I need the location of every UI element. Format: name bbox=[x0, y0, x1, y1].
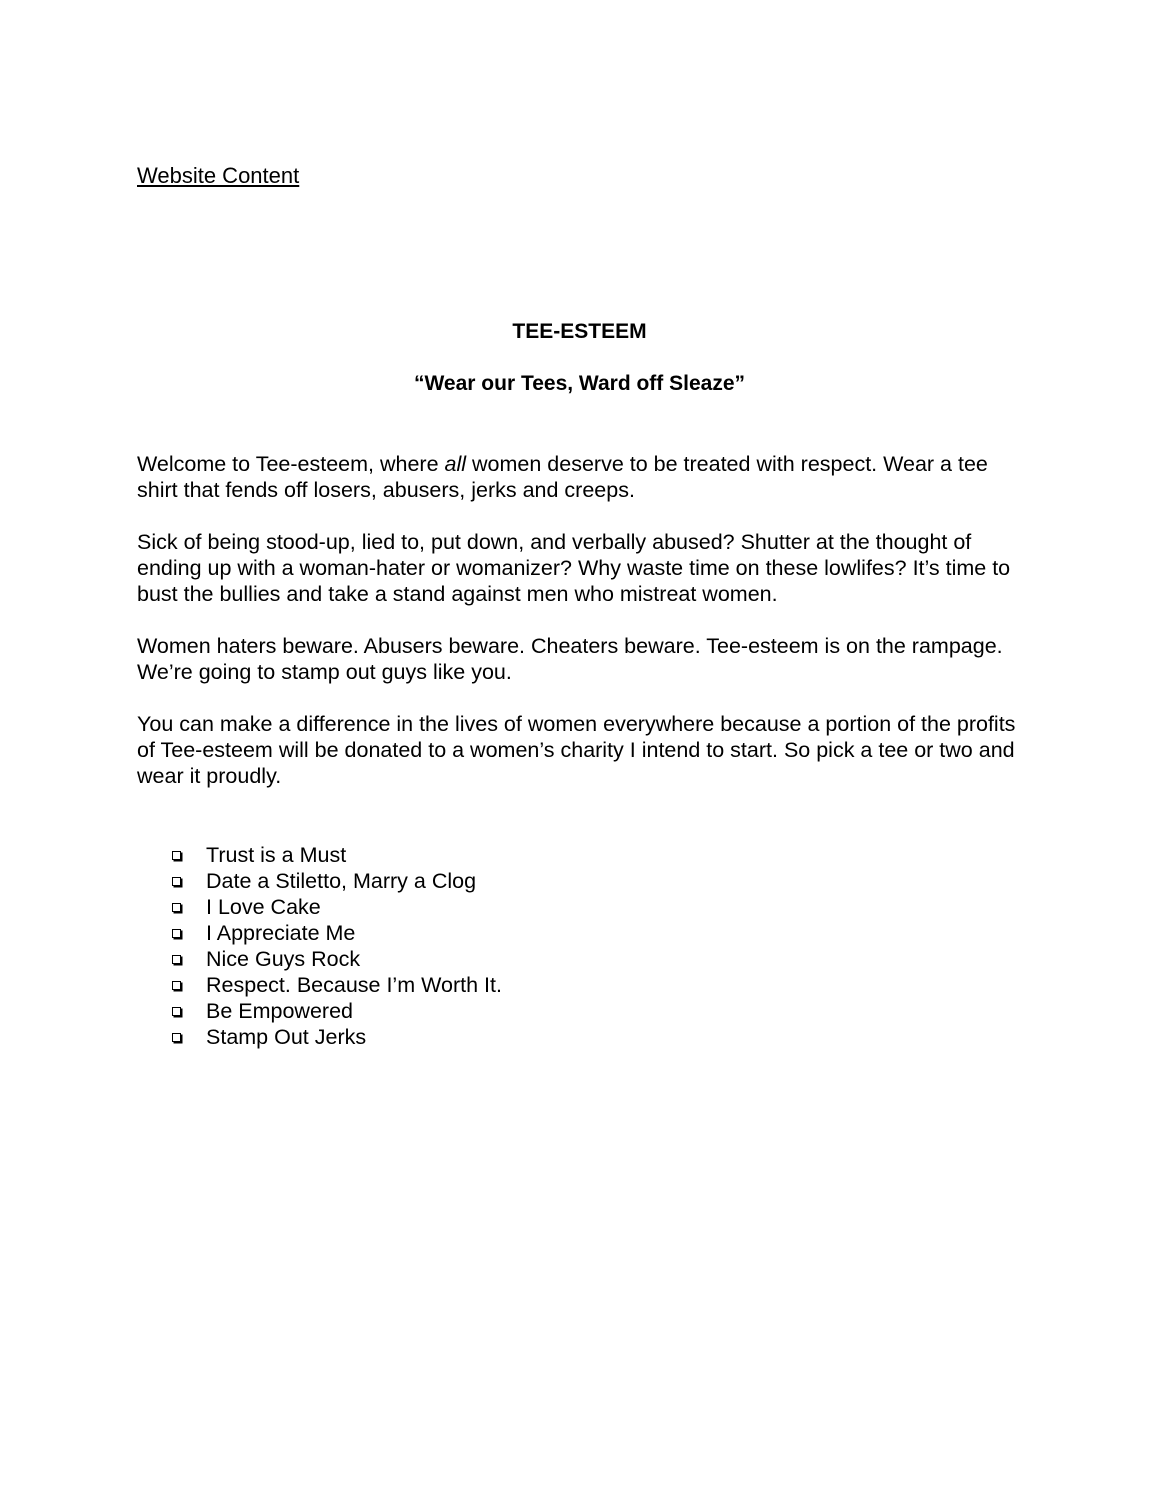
intro-text bbox=[137, 451, 1017, 815]
tee-list-item bbox=[170, 1024, 502, 1050]
charity-paragraph: You can make a difference in the lives of women everywhere because a portion of the profits of Tee-esteem will be donated to a women’s charity I intend to start. So pick a tee or two and wear it proudly. bbox=[137, 712, 1016, 788]
tee-name: Date a Stiletto, Marry a Clog bbox=[206, 869, 477, 893]
checkbox-icon bbox=[172, 955, 181, 964]
tee-name: I Love Cake bbox=[206, 895, 321, 919]
welcome-text-start: Welcome to Tee-esteem, where bbox=[137, 452, 445, 476]
tee-name: Trust is a Must bbox=[206, 843, 347, 867]
brand-title: TEE-ESTEEM bbox=[512, 320, 647, 343]
tee-list-item bbox=[170, 972, 502, 998]
tee-name: Nice Guys Rock bbox=[206, 947, 361, 971]
checkbox-icon bbox=[172, 903, 181, 912]
checkbox-icon bbox=[172, 877, 181, 886]
tee-name: I Appreciate Me bbox=[206, 921, 356, 945]
tee-list-item bbox=[170, 842, 502, 868]
checkbox-icon bbox=[172, 1007, 181, 1016]
checkbox-icon bbox=[172, 929, 181, 938]
tee-name: Stamp Out Jerks bbox=[206, 1025, 367, 1049]
welcome-text-end: women deserve to be treated with respect. Wear a tee shirt that fends off losers, abusers, jerks and creeps. bbox=[137, 452, 988, 502]
checkbox-icon bbox=[172, 851, 181, 860]
tee-list-item bbox=[170, 998, 502, 1024]
checkbox-icon bbox=[172, 981, 181, 990]
tee-list-item bbox=[170, 946, 502, 972]
tee-list-item bbox=[170, 920, 502, 946]
welcome-emphasis: all bbox=[444, 452, 467, 476]
problem-paragraph: Sick of being stood-up, lied to, put down, and verbally abused? Shutter at the thought of ending up with a woman-hater or womanizer? Why waste time on these lowlifes? It’s time to bust the bullies and take a stand against men who mistreat women. bbox=[137, 530, 1011, 606]
brand-tagline: “Wear our Tees, Ward off Sleaze” bbox=[413, 372, 746, 395]
page-label: Website Content bbox=[137, 163, 300, 188]
tee-list-item bbox=[170, 894, 502, 920]
tee-name: Respect. Because I’m Worth It. bbox=[206, 973, 502, 997]
checkbox-icon bbox=[172, 1033, 181, 1042]
tee-list bbox=[170, 842, 502, 1050]
tee-name: Be Empowered bbox=[206, 999, 353, 1023]
warning-paragraph: Women haters beware. Abusers beware. Cheaters beware. Tee-esteem is on the rampage. We’re going to stamp out guys like you. bbox=[137, 634, 1003, 684]
tee-list-item bbox=[170, 868, 502, 894]
welcome-paragraph bbox=[137, 451, 1017, 503]
